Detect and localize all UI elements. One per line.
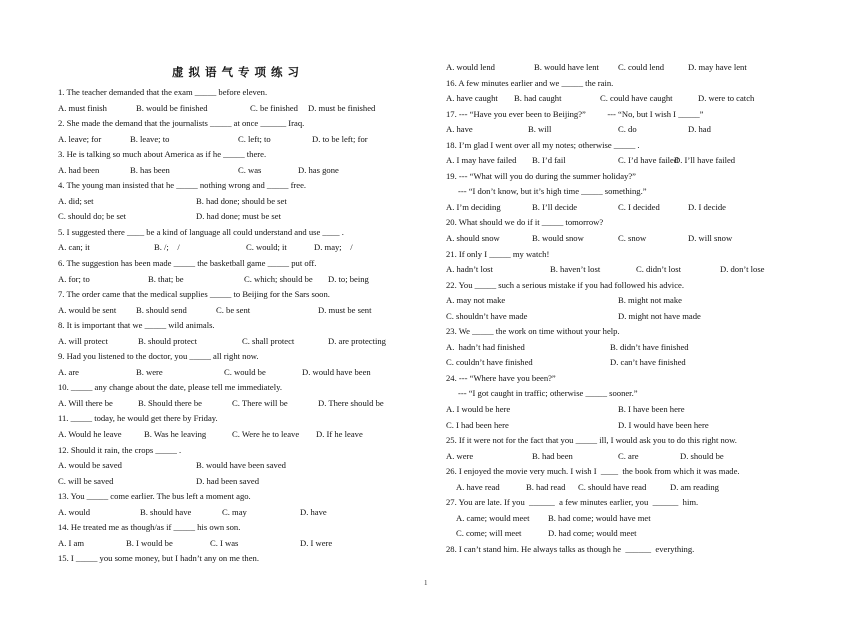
- answer-option: A. had been: [58, 164, 100, 175]
- answer-options: [446, 402, 786, 418]
- question-text: 20. What should we do if it _____ tomorrow?: [446, 217, 604, 228]
- question-text: 9. Had you listened to the doctor, you _____ all right now.: [58, 351, 259, 362]
- answer-option: D. are protecting: [328, 335, 386, 346]
- answer-option: A. I’m deciding: [446, 201, 501, 212]
- answer-options: [446, 418, 786, 434]
- answer-option: C. could lend: [618, 62, 665, 72]
- answer-options: [446, 231, 786, 247]
- answer-option: C. Were he to leave: [232, 429, 300, 440]
- left-column: [58, 85, 408, 567]
- answer-option: A. can; it: [58, 242, 90, 253]
- question-text: 18. I’m glad I went over all my notes; otherwise _____ .: [446, 139, 640, 150]
- answer-options: [58, 458, 408, 474]
- answer-option: B. I’ll decide: [532, 201, 578, 212]
- answer-option: C. There will be: [232, 397, 288, 408]
- answer-options: [446, 293, 786, 309]
- answer-option: C. be sent: [216, 304, 251, 315]
- answer-option: A. would be sent: [58, 304, 117, 315]
- answer-options: [58, 132, 408, 148]
- answer-option: A. would lend: [446, 62, 495, 72]
- answer-option: D. had done; must be set: [196, 211, 281, 222]
- answer-options: [58, 536, 408, 552]
- answer-option: A. Would he leave: [58, 429, 122, 440]
- answer-options: [446, 200, 786, 216]
- question-text: 25. If it were not for the fact that you _____ ill, I would ask you to do this right now.: [446, 435, 737, 446]
- answer-options: [58, 505, 408, 521]
- answer-option: D. might not have made: [618, 310, 701, 321]
- answer-option: C. was: [238, 164, 262, 175]
- answer-option: D. I’ll have failed: [674, 155, 736, 166]
- question-text: 10. _____ any change about the date, please tell me immediately.: [58, 382, 282, 393]
- answer-option: A. should snow: [446, 233, 500, 244]
- answer-option: C. I had been here: [446, 419, 509, 430]
- question-text: 21. If only I _____ my watch!: [446, 248, 550, 259]
- answer-option: C. couldn’t have finished: [446, 357, 533, 368]
- answer-option: D. must be finished: [308, 102, 376, 113]
- question-text: 13. You _____ come earlier. The bus left a moment ago.: [58, 491, 251, 502]
- question-text: 15. I _____ you some money, but I hadn’t any on me then.: [58, 553, 259, 564]
- answer-option: D. to be left; for: [312, 133, 368, 144]
- answer-option: B. were: [136, 366, 163, 377]
- question-text: 7. The order came that the medical supplies _____ to Beijing for the Sars soon.: [58, 289, 330, 300]
- answer-option: D. may; /: [314, 242, 353, 253]
- answer-option: B. leave; to: [130, 133, 170, 144]
- question-text: 12. Should it rain, the crops _____ .: [58, 444, 182, 455]
- question-text: 2. She made the demand that the journalists _____ at once ______ Iraq.: [58, 118, 305, 129]
- answer-option: B. has been: [130, 164, 170, 175]
- answer-options: [58, 427, 408, 443]
- answer-option: A. hadn’t had finished: [446, 341, 525, 352]
- answer-options: [446, 449, 786, 465]
- question-text: 6. The suggestion has been made _____ the basketball game _____ put off.: [58, 258, 317, 269]
- question-text: 24. --- “Where have you been?”: [446, 372, 556, 383]
- answer-option: D. I would have been here: [618, 419, 709, 430]
- answer-option: C. didn’t lost: [636, 264, 681, 275]
- question-text: 22. You _____ such a serious mistake if you had followed his advice.: [446, 279, 684, 290]
- page-number: 1: [424, 579, 428, 587]
- answer-option: B. /; /: [154, 242, 180, 253]
- answer-option: D. There should be: [318, 397, 384, 408]
- answer-option: A. for; to: [58, 273, 90, 284]
- answer-option: D. must be sent: [318, 304, 372, 315]
- question-text: 14. He treated me as though/as if _____ his own son.: [58, 522, 241, 533]
- page-title-text: 虚拟语气专项练习: [172, 65, 304, 79]
- question-text: 3. He is talking so much about America as if he _____ there.: [58, 149, 267, 160]
- answer-option: D. have: [300, 506, 327, 517]
- answer-option: A. have caught: [446, 93, 498, 104]
- answer-option: B. haven’t lost: [550, 264, 601, 275]
- answer-options: [58, 163, 408, 179]
- answer-option: D. If he leave: [316, 429, 363, 440]
- answer-option: C. left; to: [238, 133, 271, 144]
- answer-option: A. are: [58, 366, 79, 377]
- answer-option: A. hadn’t lost: [446, 264, 493, 275]
- answer-options: [446, 153, 786, 169]
- answer-options: [58, 240, 408, 256]
- answer-option: B. that; be: [148, 273, 184, 284]
- answer-option: C. will be saved: [58, 475, 114, 486]
- answer-option: D. I decide: [688, 201, 726, 212]
- answer-options: [446, 309, 786, 325]
- answer-option: A. I may have failed: [446, 155, 517, 166]
- answer-option: C. would be: [224, 366, 266, 377]
- answer-option: B. will: [528, 124, 552, 135]
- answer-options: [58, 396, 408, 412]
- answer-option: C. should have read: [578, 481, 647, 492]
- answer-option: D. will snow: [688, 233, 733, 244]
- answer-option: C. I decided: [618, 201, 660, 212]
- answer-option: D. has gone: [298, 164, 339, 175]
- answer-option: B. had read: [526, 481, 566, 492]
- answer-option: D. had: [688, 124, 711, 135]
- question-text: 16. A few minutes earlier and we _____ the rain.: [446, 77, 614, 88]
- question-text: 19. --- “What will you do during the summer holiday?”: [446, 170, 636, 181]
- answer-option: A. came; would meet: [456, 512, 530, 523]
- question-text: 5. I suggested there ____ be a kind of language all could understand and use ____ .: [58, 226, 344, 237]
- answer-option: D. had been saved: [196, 475, 259, 486]
- answer-option: A. I am: [58, 537, 85, 548]
- answer-option: D. I were: [300, 537, 333, 548]
- question-text: 4. The young man insisted that he _____ nothing wrong and _____ free.: [58, 180, 307, 191]
- answer-option: D. am reading: [670, 481, 719, 492]
- question-text: 23. We _____ the work on time without your help.: [446, 326, 620, 337]
- answer-option: C. shouldn’t have made: [446, 310, 528, 321]
- answer-option: C. snow: [618, 233, 647, 244]
- answer-option: D. to; being: [328, 273, 369, 284]
- answer-options: [58, 194, 408, 210]
- answer-options: [58, 334, 408, 350]
- answer-option: C. may: [222, 506, 247, 517]
- answer-option: B. should protect: [138, 335, 197, 346]
- answer-option: B. Should there be: [138, 397, 202, 408]
- answer-options: [446, 122, 786, 138]
- answer-options: [58, 101, 408, 117]
- answer-option: B. should have: [140, 506, 192, 517]
- page-title: [158, 62, 318, 82]
- answer-option: A. did; set: [58, 195, 94, 206]
- answer-option: B. I have been here: [618, 404, 685, 415]
- question-text: 26. I enjoyed the movie very much. I wish I ____ the book from which it was made.: [446, 466, 740, 477]
- answer-option: B. I would be: [126, 537, 173, 548]
- answer-option: D. should be: [680, 450, 724, 461]
- answer-option: C. be finished: [250, 102, 298, 113]
- answer-option: B. had done; should be set: [196, 195, 287, 206]
- answer-option: C. which; should be: [244, 273, 313, 284]
- answer-option: D. were to catch: [698, 93, 755, 104]
- answer-option: D. can’t have finished: [610, 357, 686, 368]
- answer-option: A. were: [446, 450, 474, 461]
- answer-option: A. have: [446, 124, 473, 135]
- answer-option: B. should send: [136, 304, 187, 315]
- answer-option: A. would: [58, 506, 90, 517]
- answer-option: A. would be saved: [58, 460, 122, 471]
- answer-option: D. don’t lose: [720, 264, 765, 275]
- answer-options: [446, 511, 786, 527]
- answer-option: B. had come; would have met: [548, 512, 651, 523]
- answer-option: C. could have caught: [600, 93, 673, 104]
- answer-option: B. would have been saved: [196, 460, 286, 471]
- answer-option: A. have read: [456, 481, 500, 492]
- answer-option: C. come; will meet: [456, 528, 522, 539]
- answer-options: [446, 91, 786, 107]
- question-text: 17. --- “Have you ever been to Beijing?” --- “No, but I wish I _____”: [446, 108, 704, 119]
- question-text: 8. It is important that we _____ wild animals.: [58, 320, 215, 331]
- answer-options: [446, 355, 786, 371]
- answer-option: B. would be finished: [136, 102, 208, 113]
- answer-option: B. would have lent: [534, 62, 599, 72]
- answer-option: D. may have lent: [688, 62, 747, 72]
- answer-options: [58, 303, 408, 319]
- question-text: 1. The teacher demanded that the exam _____ before eleven.: [58, 87, 268, 97]
- answer-option: C. would; it: [246, 242, 287, 253]
- answer-option: A. must finish: [58, 102, 107, 113]
- answer-option: C. shall protect: [242, 335, 295, 346]
- question-text: --- “I don’t know, but it’s high time _____ something.”: [458, 186, 647, 197]
- question-text: 28. I can’t stand him. He always talks as though he ______ everything.: [446, 543, 695, 554]
- question-text: --- “I got caught in traffic; otherwise _____ sooner.”: [458, 388, 638, 399]
- answer-option: A. may not make: [446, 295, 506, 306]
- answer-option: B. would snow: [532, 233, 584, 244]
- answer-option: A. Will there be: [58, 397, 113, 408]
- answer-option: C. should do; be set: [58, 211, 127, 222]
- answer-options: [446, 526, 786, 542]
- answer-options: [58, 272, 408, 288]
- answer-options: [446, 60, 786, 76]
- answer-options: [446, 262, 786, 278]
- right-column: [446, 60, 786, 558]
- answer-options: [58, 474, 408, 490]
- answer-option: C. are: [618, 450, 639, 461]
- answer-option: B. might not make: [618, 295, 682, 306]
- answer-options: [446, 480, 786, 496]
- answer-option: D. would have been: [302, 366, 371, 377]
- answer-option: B. Was he leaving: [144, 429, 207, 440]
- answer-option: B. had been: [532, 450, 573, 461]
- answer-options: [446, 340, 786, 356]
- answer-option: D. had come; would meet: [548, 528, 637, 539]
- answer-option: C. do: [618, 124, 637, 135]
- answer-option: A. I would be here: [446, 404, 511, 415]
- answer-option: A. leave; for: [58, 133, 102, 144]
- answer-options: [58, 365, 408, 381]
- answer-option: B. didn’t have finished: [610, 341, 689, 352]
- answer-option: A. will protect: [58, 335, 108, 346]
- answer-option: C. I’d have failed: [618, 155, 679, 166]
- question-text: 11. _____ today, he would get there by Friday.: [58, 413, 218, 424]
- question-text: 27. You are late. If you ______ a few minutes earlier, you ______ him.: [446, 497, 699, 508]
- answer-option: B. I’d fail: [532, 155, 566, 166]
- answer-option: B. had caught: [514, 93, 562, 104]
- answer-options: [58, 209, 408, 225]
- answer-option: C. I was: [210, 537, 239, 548]
